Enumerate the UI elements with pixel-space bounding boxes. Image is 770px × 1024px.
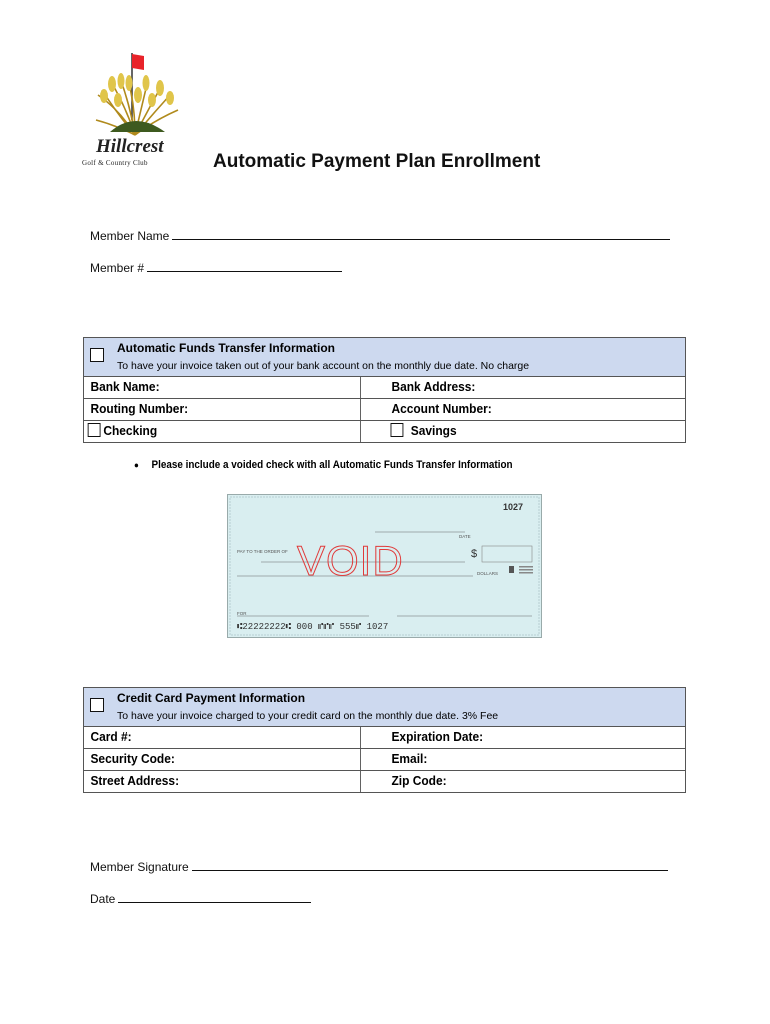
check-number: 1027 [503,502,524,512]
routing-number-field[interactable]: Routing Number: [84,399,361,420]
aft-checkbox[interactable] [90,348,104,362]
check-for-label: FOR [237,611,247,616]
voided-check-note-text: Please include a voided check with all Automatic Funds Transfer Information [151,459,513,471]
aft-section [83,337,686,443]
checking-label: Checking [103,423,158,438]
logo-subtitle: Golf & Country Club [82,159,148,167]
aft-header [84,338,685,377]
member-name-line[interactable] [172,229,670,240]
date-label: Date [90,892,116,906]
checking-option[interactable] [84,421,361,442]
member-signature-label: Member Signature [90,860,189,874]
cc-title: Credit Card Payment Information [117,691,306,705]
aft-row-bank [84,377,685,399]
member-name-label: Member Name [90,229,170,243]
expiration-date-field[interactable]: Expiration Date: [391,729,484,744]
cc-row-security [84,749,685,771]
savings-option[interactable] [385,421,661,442]
cc-header [84,688,685,727]
checking-checkbox[interactable] [88,423,101,437]
member-name-field[interactable] [90,229,670,243]
member-signature-field[interactable] [90,860,668,874]
club-logo [82,50,190,180]
card-number-field[interactable]: Card #: [84,727,361,748]
cc-subtitle: To have your invoice charged to your credit card on the monthly due date. 3% Fee [117,710,499,722]
bullet-icon: ● [134,460,139,470]
bank-address-field[interactable]: Bank Address: [391,379,476,394]
savings-label: Savings [410,423,457,438]
check-micr-line: ⑆22222222⑆ 000 ⑈⑈⑈ 555⑈ 1027 [237,622,389,632]
member-signature-line[interactable] [192,860,668,871]
check-dollar-sign: $ [471,548,478,560]
void-stamp: VOID [297,537,404,584]
bank-name-field[interactable]: Bank Name: [84,377,361,398]
cc-row-address [84,771,685,792]
cc-row-card [84,727,685,749]
aft-title: Automatic Funds Transfer Information [117,341,336,355]
cc-checkbox[interactable] [90,698,104,712]
logo-name: Hillcrest [96,136,164,157]
street-address-field[interactable]: Street Address: [84,771,361,792]
aft-row-account-type [84,421,685,442]
aft-subtitle: To have your invoice taken out of your bank account on the monthly due date. No charge [117,360,530,372]
member-number-label: Member # [90,261,145,275]
zip-code-field[interactable]: Zip Code: [391,773,447,788]
check-date-label: DATE [459,534,471,539]
member-number-field[interactable] [90,261,342,275]
email-field[interactable]: Email: [391,751,428,766]
cc-section [83,687,686,793]
member-number-line[interactable] [147,261,342,272]
voided-check-note [134,459,513,471]
savings-checkbox[interactable] [391,423,404,437]
aft-row-numbers [84,399,685,421]
account-number-field[interactable]: Account Number: [391,401,492,416]
page-title: Automatic Payment Plan Enrollment [213,151,541,172]
check-pay-to-label: PAY TO THE ORDER OF [237,549,288,554]
date-line[interactable] [118,892,311,903]
check-dollars-label: DOLLARS [477,571,499,576]
date-field[interactable] [90,892,311,906]
voided-check-image [227,494,542,638]
check-illustration [227,494,542,638]
security-code-field[interactable]: Security Code: [84,749,361,770]
